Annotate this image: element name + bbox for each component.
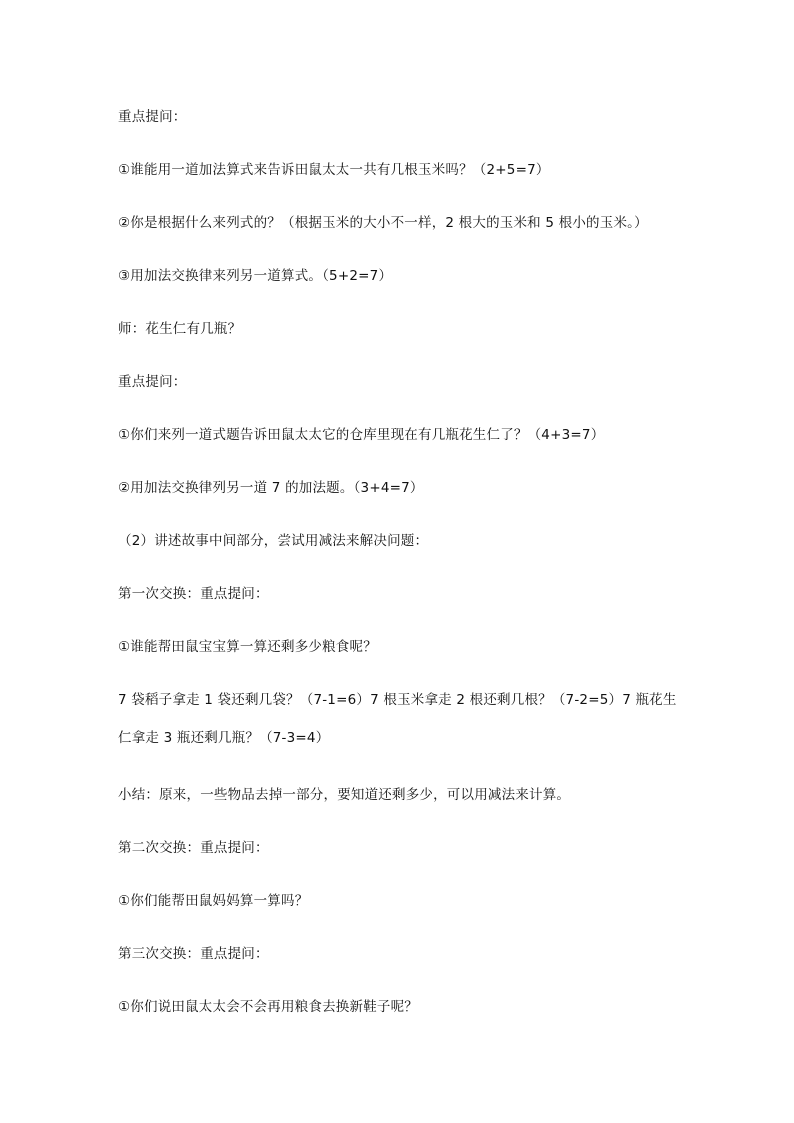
question-item: ①你们说田鼠太太会不会再用粮食去换新鞋子呢？	[118, 999, 419, 1015]
question-item: ①谁能帮田鼠宝宝算一算还剩多少粮食呢？	[118, 639, 377, 655]
summary-line: 小结：原来，一些物品去掉一部分，要知道还剩多少，可以用减法来计算。	[118, 787, 571, 803]
question-item: ①谁能用一道加法算式来告诉田鼠太太一共有几根玉米吗？（2+5=7）	[118, 162, 550, 178]
question-item: ②你是根据什么来列式的？（根据玉米的大小不一样，2 根大的玉米和 5 根小的玉米。）	[118, 215, 648, 231]
section-heading: （2）讲述故事中间部分，尝试用减法来解决问题：	[118, 533, 429, 549]
question-item: ②用加法交换律列另一道 7 的加法题。（3+4=7）	[118, 480, 424, 496]
question-item: ③用加法交换律来列另一道算式。（5+2=7）	[118, 268, 393, 284]
question-heading: 重点提问：	[118, 374, 187, 390]
teacher-line: 师：花生仁有几瓶？	[118, 321, 242, 337]
question-heading: 重点提问：	[118, 109, 187, 125]
exchange-heading: 第一次交换：重点提问：	[118, 586, 269, 602]
question-item: ①你们来列一道式题告诉田鼠太太它的仓库里现在有几瓶花生仁了？（4+3=7）	[118, 427, 605, 443]
question-item: ①你们能帮田鼠妈妈算一算吗？	[118, 893, 309, 909]
exchange-heading: 第三次交换：重点提问：	[118, 946, 269, 962]
exchange-heading: 第二次交换：重点提问：	[118, 840, 269, 856]
calculation-paragraph: 7 袋稻子拿走 1 袋还剩几袋？（7-1=6）7 根玉米拿走 2 根还剩几根？（7-2=5）7 瓶花生仁拿走 3 瓶还剩几瓶？（7-3=4）	[118, 692, 677, 746]
